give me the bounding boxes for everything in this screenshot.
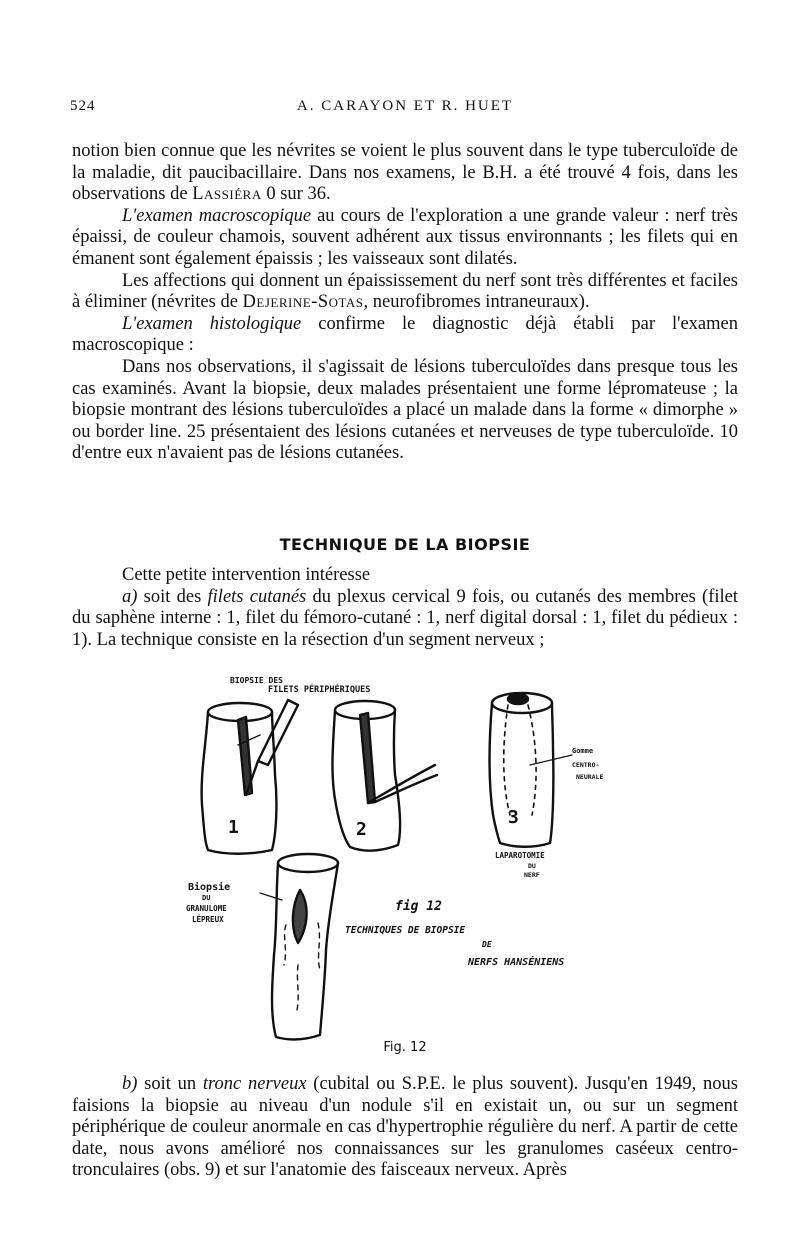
paragraph-3: Les affections qui donnent un épaississement du nerf sont très différentes et faciles à éliminer (névrites de Dejerine-Sotas, neurofibromes intraneuraux). [72,270,738,313]
label-de: DE [482,940,492,949]
label-gomme: Gomme [572,747,594,755]
paragraph-8: b) soit un tronc nerveux (cubital ou S.P.E. le plus souvent). Jusqu'en 1949, nous faisions la biopsie au niveau d'un nodule s'il en existait un, ou sur un segment périphérique de couleur anormale en cas d'hypertrophie régulière du nerf. A partir de cette date, nous avons amélioré nos connaissances sur les granulomes caséeux centro-tronculaires (obs. 9) et sur l'anatomie des faisceaux nerveux. Après [72,1074,738,1181]
label-du-2: DU [202,894,211,902]
author-name: Dejerine-Sotas [242,292,364,313]
page-header [70,98,740,122]
author-name: Lassiéra [192,184,262,205]
text-block-top [72,141,738,465]
paragraph-7: a) soit des filets cutanés du plexus cervical 9 fois, ou cutanés des membres (filet du saphène interne : 1, filet du fémoro-cutané : 1, nerf digital dorsal : 1, filet du pédieux : 1). La technique consiste en la résection d'un segment nerveux ; [72,586,739,650]
running-title: A. CARAYON ET R. HUET [296,98,514,114]
emphasis: L'examen histologique [122,313,302,334]
label-biopsie: Biopsie [188,882,231,893]
section-heading: TECHNIQUE DE LA BIOPSIE [279,535,531,554]
figure-caption: Fig. 12 [383,1040,427,1055]
figure-number-2: 2 [356,819,367,840]
label-biopsie-des: BIOPSIE DES [230,676,283,685]
label-neurale: NEURALE [576,773,604,781]
label-nerf: NERF [524,871,540,879]
nerve-segment-2 [332,701,437,851]
nerve-trunk-4 [260,854,338,1039]
paragraph-2: L'examen macroscopique au cours de l'exploration a une grande valeur : nerf très épaissi, de couleur chamois, souvent adhérent aux tissus environnants ; les filets qui en émanent sont également épaissis ; les vaisseaux sont dilatés. [72,205,738,269]
paragraph-1: notion bien connue que les névrites se voient le plus souvent dans le type tuberculoïde de la maladie, dit paucibacillaire. Dans nos examens, le B.H. a été trouvé 4 fois, dans les observations de Lassiéra 0 sur 36. [72,141,738,205]
text-block-middle [72,565,738,651]
paragraph-6: Cette petite intervention intéresse [122,565,371,585]
nerve-segment-3 [490,693,573,847]
paragraph-5: Dans nos observations, il s'agissait de lésions tuberculoïdes dans presque tous les cas examinés. Avant la biopsie, deux malades présentaient une forme lépromateuse ; la biopsie montrant des lésions tuberculoïdes a placé un malade dans la forme « dimorphe » ou border line. 25 présentaient des lésions cutanées et nerveuses de type tuberculoïde. 10 d'entre eux n'avaient pas de lésions cutanées. [72,356,738,464]
label-centro: CENTRO- [572,761,600,769]
label-fig-12: fig 12 [395,899,442,914]
paragraph-4: L'examen histologique confirme le diagnostic déjà établi par l'examen macroscopique : [72,313,738,356]
emphasis: L'examen macroscopique [122,205,312,226]
label-lepreux: LÉPREUX [192,915,224,924]
label-nerfs-hanseniens: NERFS HANSÉNIENS [468,957,565,968]
label-du: DU [528,862,536,870]
nerve-segment-1 [202,700,298,854]
emphasis: filets cutanés [207,586,307,607]
biopsy-drawing [150,665,670,1045]
text-block-bottom [72,1074,738,1182]
emphasis: tronc nerveux [202,1074,307,1094]
figure-number-1: 1 [228,817,239,838]
label-filets-peripheriques: FILETS PÉRIPHÉRIQUES [268,685,371,695]
page-number: 524 [70,98,96,114]
label-granulome: GRANULOME [186,904,227,913]
figure-12 [150,665,670,1045]
figure-number-3: 3 [508,807,519,828]
label-techniques: TECHNIQUES DE BIOPSIE [345,925,466,936]
label-laparotomie: LAPAROTOMIE [495,851,545,860]
